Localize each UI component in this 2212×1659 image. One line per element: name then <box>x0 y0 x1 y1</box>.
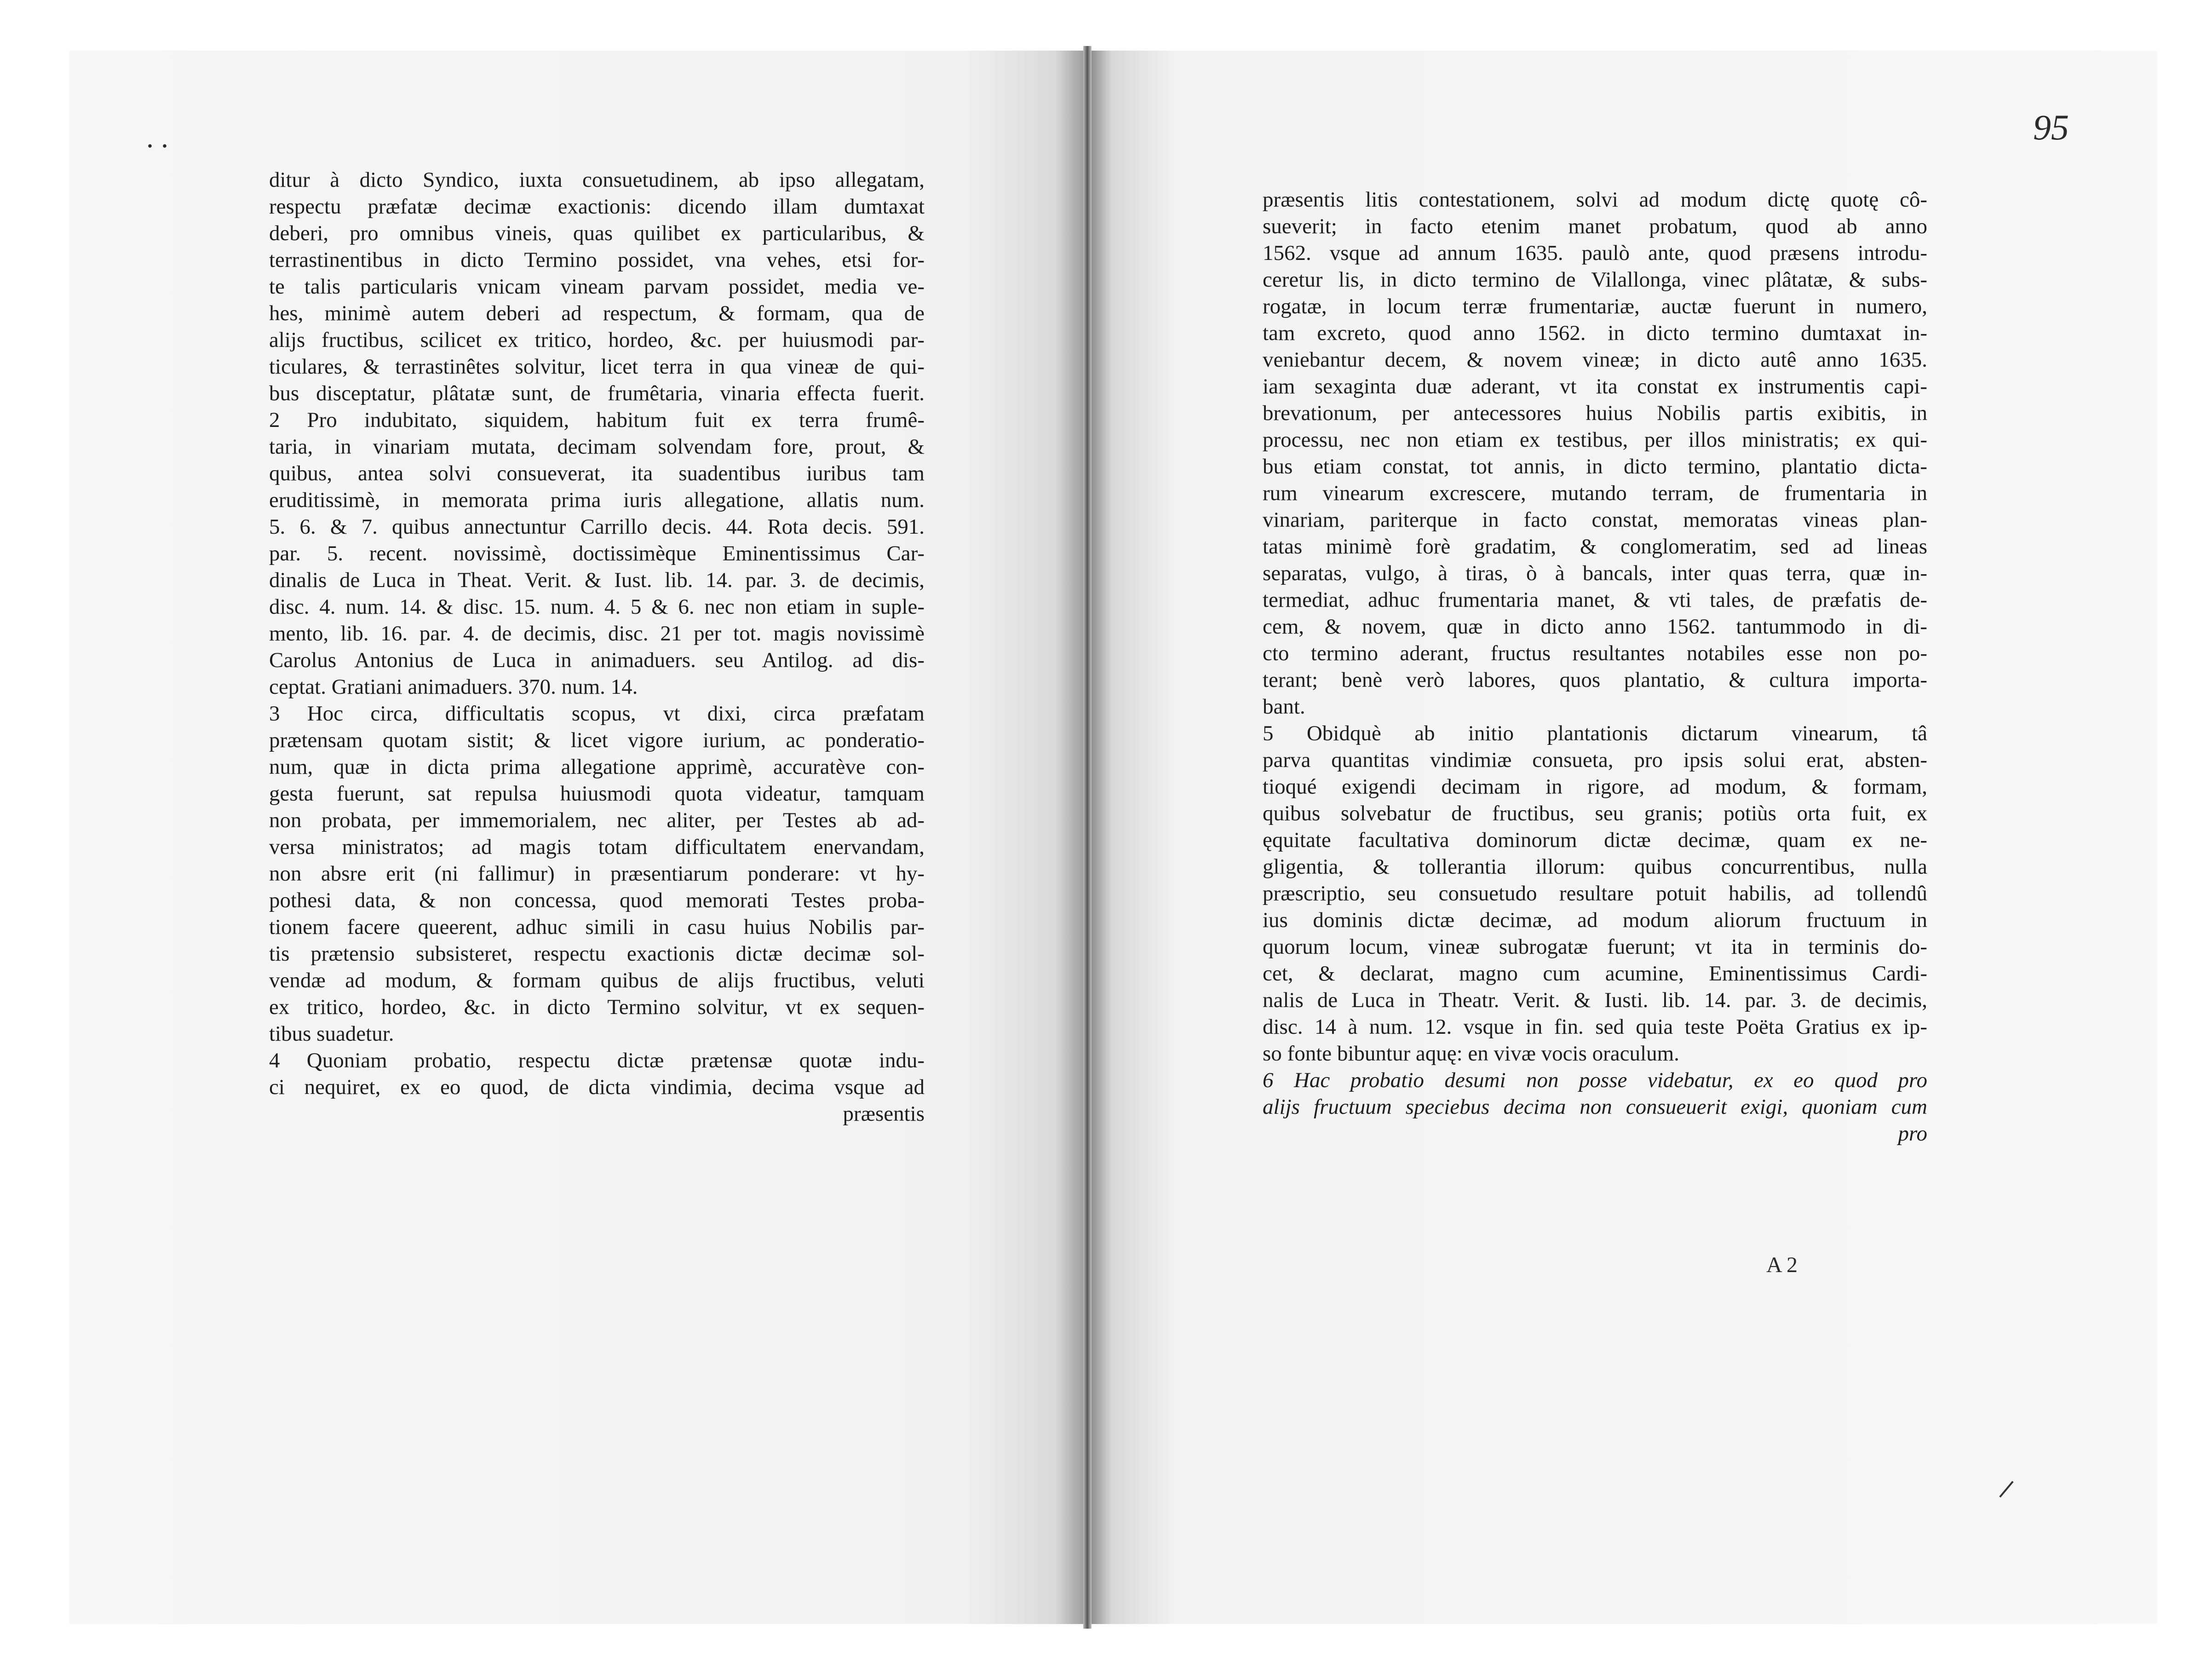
text-line: gligentia, & tollerantia illorum: quibus concurrentibus, nulla <box>1263 855 1927 879</box>
text-line: alijs fructuum speciebus decima non consueuerit exigi, quoniam cum <box>1263 1095 1927 1119</box>
text-line: bus etiam constat, tot annis, in dicto termino, plantatio dicta- <box>1263 455 1927 478</box>
text-line: 4 Quoniam probatio, respectu dictæ prætensæ quotæ indu- <box>269 1048 925 1072</box>
text-line: ius dominis dictæ decimæ, ad modum aliorum fructuum in <box>1263 908 1927 932</box>
text-line: terant; benè verò labores, quos plantatio, & cultura importa- <box>1263 668 1927 692</box>
text-line: vinariam, pariterque in facto constat, memoratas vineas plan- <box>1263 508 1927 532</box>
catchword: præsentis <box>843 1102 925 1126</box>
folio-number: 95 <box>2033 107 2069 147</box>
text-line: eruditissimè, in memorata prima iuris allegatione, allatis num. <box>269 488 925 512</box>
text-line: quibus solvebatur de fructibus, seu granis; potiùs orta fuit, ex <box>1263 801 1927 825</box>
text-line: num, quæ in dicta prima allegatione apprimè, accuratève con- <box>269 755 925 779</box>
text-line: præsentis litis contestationem, solvi ad modum dictę quotę cô- <box>1263 188 1927 212</box>
text-line: ęquitate facultativa dominorum dictæ decimæ, quam ex ne- <box>1263 828 1927 852</box>
text-line: prætensam quotam sistit; & licet vigore iurium, ac ponderatio- <box>269 728 925 752</box>
text-line: hes, minimè autem deberi ad respectum, & formam, qua de <box>269 301 925 325</box>
text-line: tatas minimè forè gradatim, & conglomeratim, sed ad lineas <box>1263 535 1927 559</box>
text-line: termediat, adhuc frumentaria manet, & vti tales, de præfatis de- <box>1263 588 1927 612</box>
text-line: quibus, antea solvi consueverat, ita suadentibus iuribus tam <box>269 461 925 485</box>
text-line: tibus suadetur. <box>269 1022 394 1046</box>
text-line: gesta fuerunt, sat repulsa huiusmodi quota videatur, tamquam <box>269 782 925 806</box>
text-line: præscriptio, seu consuetudo resultare potuit habilis, ad tollendû <box>1263 881 1927 905</box>
text-line: dinalis de Luca in Theat. Verit. & Iust. lib. 14. par. 3. de decimis, <box>269 568 925 592</box>
text-line: iam sexaginta duæ aderant, vt ita constat ex instrumentis capi- <box>1263 374 1927 398</box>
text-line: 3 Hoc circa, difficultatis scopus, vt dixi, circa præfatam <box>269 702 925 726</box>
text-line: sueverit; in facto etenim manet probatum, quod ab anno <box>1263 214 1927 238</box>
corner-mark: . . <box>146 121 168 154</box>
text-line: ceptat. Gratiani animaduers. 370. num. 14. <box>269 675 638 699</box>
text-line: respectu præfatæ decimæ exactionis: dicendo illam dumtaxat <box>269 195 925 219</box>
text-line: ci nequiret, ex eo quod, de dicta vindimia, decima vsque ad <box>269 1075 925 1099</box>
text-line: alijs fructibus, scilicet ex tritico, hordeo, &c. per huiusmodi par- <box>269 328 925 352</box>
text-line: ticulares, & terrastinêtes solvitur, licet terra in qua vineæ de qui- <box>269 355 925 379</box>
text-line: nalis de Luca in Theatr. Verit. & Iusti. lib. 14. par. 3. de decimis, <box>1263 988 1927 1012</box>
text-line: bant. <box>1263 695 1305 719</box>
text-line: veniebantur decem, & novem vineæ; in dicto autê anno 1635. <box>1263 348 1927 372</box>
text-line: ditur à dicto Syndico, iuxta consuetudinem, ab ipso allegatam, <box>269 168 925 192</box>
text-line: cto termino aderant, fructus resultantes notabiles esse non po- <box>1263 641 1927 665</box>
text-line: cet, & declarat, magno cum acumine, Eminentissimus Cardi- <box>1263 962 1927 985</box>
text-line: non absre erit (ni fallimur) in præsentiarum ponderare: vt hy- <box>269 862 925 886</box>
text-line: 5 Obidquè ab initio plantationis dictarum vinearum, tâ <box>1263 721 1927 745</box>
book-gutter <box>1083 46 1092 1629</box>
text-line: parva quantitas vindimiæ consueta, pro ipsis solui erat, absten- <box>1263 748 1927 772</box>
text-line: par. 5. recent. novissimè, doctissimèque Eminentissimus Car- <box>269 541 925 565</box>
text-line: ceretur lis, in dicto termino de Vilallonga, vinec plâtatæ, & subs- <box>1263 268 1927 292</box>
text-line: cem, & novem, quæ in dicto anno 1562. tantummodo in di- <box>1263 615 1927 639</box>
text-line: bus disceptatur, plâtatæ sunt, de frumêtaria, vinaria effecta fuerit. <box>269 381 925 405</box>
text-line: ex tritico, hordeo, &c. in dicto Termino solvitur, vt ex sequen- <box>269 995 925 1019</box>
text-line: 1562. vsque ad annum 1635. paulò ante, quod præsens introdu- <box>1263 241 1927 265</box>
text-line: vendæ ad modum, & formam quibus de alijs fructibus, veluti <box>269 968 925 992</box>
text-line: 5. 6. & 7. quibus annectuntur Carrillo decis. 44. Rota decis. 591. <box>269 515 925 539</box>
text-line: so fonte bibuntur aquę: en vivæ vocis oraculum. <box>1263 1042 1679 1066</box>
text-line: separatas, vulgo, à tiras, ò à bancals, inter quas terra, quæ in- <box>1263 561 1927 585</box>
text-line: pothesi data, & non concessa, quod memorati Testes proba- <box>269 888 925 912</box>
text-line: disc. 14 à num. 12. vsque in fin. sed quia teste Poëta Gratius ex ip- <box>1263 1015 1927 1039</box>
text-line: 6 Hac probatio desumi non posse videbatur, ex eo quod pro <box>1263 1068 1927 1092</box>
text-line: 2 Pro indubitato, siquidem, habitum fuit ex terra frumê- <box>269 408 925 432</box>
text-line: taria, in vinariam mutata, decimam solvendam fore, prout, & <box>269 435 925 459</box>
text-line: rogatæ, in locum terræ frumentariæ, auctæ fuerunt in numero, <box>1263 294 1927 318</box>
text-line: quorum locum, vineæ subrogatæ fuerunt; vt ita in terminis do- <box>1263 935 1927 959</box>
left-page-text <box>269 167 925 1127</box>
text-line: mento, lib. 16. par. 4. de decimis, disc. 21 per tot. magis novissimè <box>269 622 925 645</box>
text-line: rum vinearum excrescere, mutando terram, de frumentaria in <box>1263 481 1927 505</box>
text-line: disc. 4. num. 14. & disc. 15. num. 4. 5 & 6. nec non etiam in suple- <box>269 595 925 619</box>
text-line: Carolus Antonius de Luca in animaduers. seu Antilog. ad dis- <box>269 648 925 672</box>
text-line: versa ministratos; ad magis totam difficultatem enervandam, <box>269 835 925 859</box>
signature-mark: A 2 <box>1766 1253 1798 1277</box>
text-line: tam excreto, quod anno 1562. in dicto termino dumtaxat in- <box>1263 321 1927 345</box>
catchword: pro <box>1898 1122 1927 1146</box>
text-line: non probata, per immemorialem, nec aliter, per Testes ab ad- <box>269 808 925 832</box>
text-line: brevationum, per antecessores huius Nobilis partis exibitis, in <box>1263 401 1927 425</box>
text-line: te talis particularis vnicam vineam parvam possidet, media ve- <box>269 275 925 299</box>
right-page-text <box>1263 186 1927 1147</box>
text-line: tis prætensio subsisteret, respectu exactionis dictæ decimæ sol- <box>269 942 925 966</box>
text-line: tioqué exigendi decimam in rigore, ad modum, & formam, <box>1263 775 1927 799</box>
text-line: tionem facere queerent, adhuc simili in casu huius Nobilis par- <box>269 915 925 939</box>
text-line: deberi, pro omnibus vineis, quas quilibet ex particularibus, & <box>269 221 925 245</box>
text-line: terrastinentibus in dicto Termino possidet, vna vehes, etsi for- <box>269 248 925 272</box>
text-line: processu, nec non etiam ex testibus, per illos ministratis; ex qui- <box>1263 428 1927 452</box>
